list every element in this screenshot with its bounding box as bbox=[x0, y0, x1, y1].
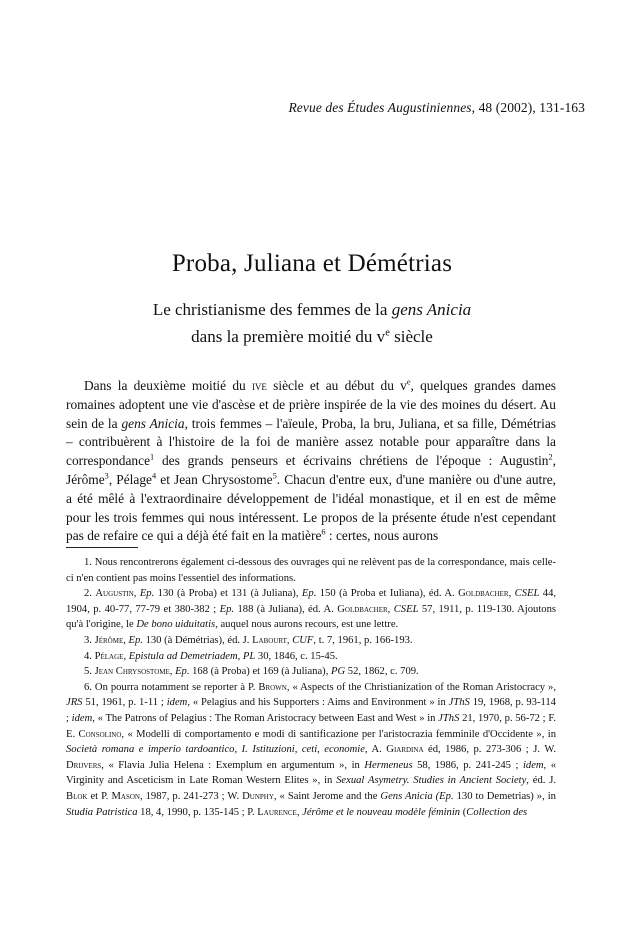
fn-text: , 1987, p. 241-273 ; W. bbox=[139, 790, 243, 802]
body-span: , Jérôme bbox=[66, 453, 556, 487]
fn-italic: PL bbox=[242, 650, 256, 662]
body-span: , Pélage bbox=[108, 471, 152, 487]
fn-text: ( bbox=[460, 806, 467, 818]
fn-italic: Epistula ad Demetriadem bbox=[128, 650, 238, 662]
fn-italic: Sexual Asymetry. Studies in Ancient Society bbox=[336, 775, 527, 787]
body-span: et Jean Chrysostome bbox=[156, 471, 273, 487]
body-span: , quelques grandes dames romaines adoptent une vie d'ascèse et de prière inspirée de la vie des moines du désert. Au sein de la bbox=[66, 378, 556, 431]
fn-author: Giardina bbox=[386, 744, 424, 756]
fn-author: Augustin bbox=[95, 588, 134, 600]
footnote-4 bbox=[66, 649, 556, 665]
fn-italic: Ep. bbox=[301, 588, 317, 600]
fn-italic: Ep. bbox=[219, 603, 235, 615]
fn-text: , bbox=[286, 634, 293, 646]
footnotes bbox=[66, 555, 556, 820]
fn-author: Dunphy bbox=[242, 790, 274, 802]
fn-text: , bbox=[123, 634, 129, 646]
footnote-ref[interactable]: 4 bbox=[151, 471, 157, 481]
fn-text: 6. On pourra notamment se reporter à P. bbox=[84, 681, 259, 693]
fn-text: , « Flavia Julia Helena : Exemplum en argumentum », in bbox=[101, 759, 365, 771]
fn-text: , bbox=[133, 588, 140, 600]
fn-italic: JRS bbox=[66, 697, 83, 709]
fn-italic: Studia Patristica bbox=[66, 806, 138, 818]
fn-text: et P. bbox=[87, 790, 112, 802]
fn-text: 2. bbox=[84, 588, 96, 600]
fn-text: , auquel nous aurons recours, est une lettre. bbox=[215, 619, 399, 631]
footnote-3 bbox=[66, 633, 556, 649]
fn-text: 130 (à Démétrias), éd. J. bbox=[142, 634, 253, 646]
footnote-ref[interactable]: 1 bbox=[150, 452, 155, 462]
fn-italic: Ep. bbox=[139, 588, 155, 600]
fn-text: , bbox=[169, 666, 176, 678]
running-head bbox=[0, 100, 585, 116]
fn-author: Goldbacher bbox=[337, 603, 388, 615]
body-span: : certes, nous aurons bbox=[325, 528, 439, 544]
fn-text: 18, 4, 1990, p. 135-145 ; P. bbox=[137, 806, 258, 818]
fn-text: 150 (à Proba et Iuliana), éd. A. bbox=[316, 588, 459, 600]
fn-text: , « Aspects of the Christianization of the Roman Aristocracy », bbox=[286, 681, 556, 693]
fn-author: Laurence bbox=[257, 806, 297, 818]
fn-text: 130 (à Proba) et 131 (à Juliana), bbox=[154, 588, 302, 600]
fn-text: , bbox=[237, 650, 243, 662]
fn-text: , « Pelagius and his Supporters : Aims and Environment » in bbox=[187, 697, 449, 709]
fn-text: , bbox=[387, 603, 394, 615]
fn-italic: JThS bbox=[438, 712, 460, 724]
fn-italic: Ep. bbox=[128, 634, 143, 646]
body-span: siècle et au début du v bbox=[266, 378, 407, 393]
body-text bbox=[66, 377, 556, 546]
fn-text: , « Modelli di comportamento e modi di santificazione per l'aristocrazia femminile d'Occidente », in bbox=[121, 728, 556, 740]
body-italic: gens Anicia bbox=[121, 415, 185, 431]
fn-text: éd, 1986, p. 273-306 ; J. W. bbox=[423, 744, 556, 756]
fn-author: Pélage bbox=[94, 650, 124, 662]
fn-italic: Jérôme et le nouveau modèle féminin bbox=[302, 806, 461, 818]
fn-italic: JThS bbox=[448, 697, 470, 709]
fn-italic: idem bbox=[71, 712, 93, 724]
fn-text: 130 to Demetrias) », in bbox=[453, 790, 556, 802]
fn-text: , bbox=[123, 650, 129, 662]
fn-author: Consolino bbox=[78, 728, 122, 740]
fn-text: , t. 7, 1961, p. 166-193. bbox=[313, 634, 413, 646]
footnote-rule bbox=[66, 547, 138, 548]
fn-author: Drijvers bbox=[66, 759, 102, 771]
fn-text: 58, 1986, p. 241-245 ; bbox=[412, 759, 523, 771]
fn-text: , « Saint Jerome and the bbox=[273, 790, 381, 802]
fn-text: , « The Patrons of Pelagius : The Roman Aristocracy between East and West » in bbox=[92, 712, 439, 724]
fn-italic: De bono uiduitatis bbox=[136, 619, 216, 631]
footnote-ref[interactable]: 2 bbox=[548, 452, 553, 462]
fn-text: , bbox=[296, 806, 303, 818]
body-span: Dans la deuxième moitié du bbox=[84, 378, 252, 393]
fn-italic: Hermeneus bbox=[364, 759, 413, 771]
footnote-ref[interactable]: 5 bbox=[272, 471, 277, 481]
fn-text: 51, 1961, p. 1-11 ; bbox=[82, 697, 167, 709]
subtitle-text: siècle bbox=[389, 327, 433, 346]
fn-italic: CUF bbox=[292, 634, 314, 646]
subtitle-italic: gens Anicia bbox=[391, 300, 472, 319]
fn-italic: CSEL bbox=[393, 603, 419, 615]
fn-text: 168 (à Proba) et 169 (à Juliana), bbox=[189, 666, 331, 678]
footnote-2 bbox=[66, 586, 556, 633]
subtitle-text: dans la première moitié du v bbox=[191, 327, 386, 346]
fn-text: 44, 1904, p. 40-77, 77-79 et 380-382 ; bbox=[66, 588, 557, 615]
fn-author: Brown bbox=[258, 681, 287, 693]
fn-text: 52, 1862, c. 709. bbox=[345, 666, 419, 678]
fn-text: 57, 1911, p. 119-130. Ajoutons qu'à l'origine, le bbox=[66, 603, 556, 631]
body-span: des grands penseurs et écrivains chrétiens de l'époque : Augustin bbox=[154, 453, 549, 469]
body-paragraph bbox=[66, 377, 556, 546]
fn-author: Labourt bbox=[252, 634, 287, 646]
fn-text: , bbox=[508, 588, 515, 600]
subtitle-line-1 bbox=[0, 300, 624, 320]
fn-text: 21, 1970, p. 56-72 ; F. E. bbox=[66, 712, 557, 740]
body-span: , trois femmes – l'aïeule, Proba, la bru, Juliana, et sa fille, Démétrias – contribuèrent à l'histoire de la foi de manière assez notable pour apparaître dans la correspondance bbox=[66, 415, 557, 469]
fn-text: 4. bbox=[84, 650, 95, 662]
footnote-5 bbox=[66, 664, 556, 680]
fn-italic: Collection des bbox=[466, 806, 528, 818]
footnote-1: 1. Nous rencontrerons également ci-dessous des ouvrages qui ne relèvent pas de la correspondance, mais celle-ci n'en contient pas moins l'essentiel des informations. bbox=[66, 557, 556, 584]
fn-italic: PG bbox=[331, 666, 346, 678]
fn-author: Jean Chrysostome bbox=[94, 666, 170, 678]
century-superscript: e bbox=[385, 327, 390, 339]
fn-author: Blok bbox=[66, 790, 88, 802]
fn-italic: Ep. bbox=[175, 666, 190, 678]
fn-author: Goldbacher bbox=[458, 588, 509, 600]
century-superscript: e bbox=[406, 377, 411, 387]
body-span: . Chacun d'entre eux, d'une manière ou d'une autre, a été mêlé à l'extraordinaire développement de l'idéal monastique, et il en est de même pour les trois femmes qui nous intéressent. Le propos de la présente étude n'est cependant pas de refaire ce qui a déjà été fait en la matière bbox=[66, 471, 556, 544]
subtitle-text: Le christianisme des femmes de la bbox=[152, 300, 392, 319]
fn-text: 5. bbox=[84, 666, 95, 678]
century-roman-numeral: ive bbox=[251, 378, 267, 393]
fn-text: 19, 1968, p. 93-114 ; bbox=[66, 697, 556, 724]
fn-italic: idem bbox=[166, 697, 188, 709]
footnote-6 bbox=[66, 680, 556, 820]
fn-italic: Società romana e imperio tardoantico, I. Istituzioni, ceti, economie bbox=[66, 744, 365, 756]
fn-italic: Gens Anicia (Ep. bbox=[380, 790, 454, 802]
article-title: Proba, Juliana et Démétrias bbox=[171, 250, 453, 277]
fn-italic: idem bbox=[522, 759, 544, 771]
footnote-ref[interactable]: 6 bbox=[321, 527, 326, 537]
journal-title: Revue des Études Augustiniennes, bbox=[288, 100, 476, 115]
fn-author: Mason bbox=[111, 790, 140, 802]
fn-text: , « Virginity and Asceticism in Late Roman Western Elites », in bbox=[66, 759, 557, 787]
journal-volume-pages: 48 (2002), 131-163 bbox=[475, 100, 585, 115]
fn-author: Jérôme bbox=[94, 634, 124, 646]
subtitle-line-2 bbox=[0, 327, 624, 347]
fn-text: , A. bbox=[364, 744, 387, 756]
fn-text: , éd. J. bbox=[526, 775, 556, 787]
fn-italic: CSEL bbox=[514, 588, 540, 600]
fn-text: 188 (à Juliana), éd. A. bbox=[234, 603, 338, 615]
footnote-ref[interactable]: 3 bbox=[104, 471, 109, 481]
fn-text: 30, 1846, c. 15-45. bbox=[255, 650, 338, 662]
fn-text: 3. bbox=[84, 634, 95, 646]
